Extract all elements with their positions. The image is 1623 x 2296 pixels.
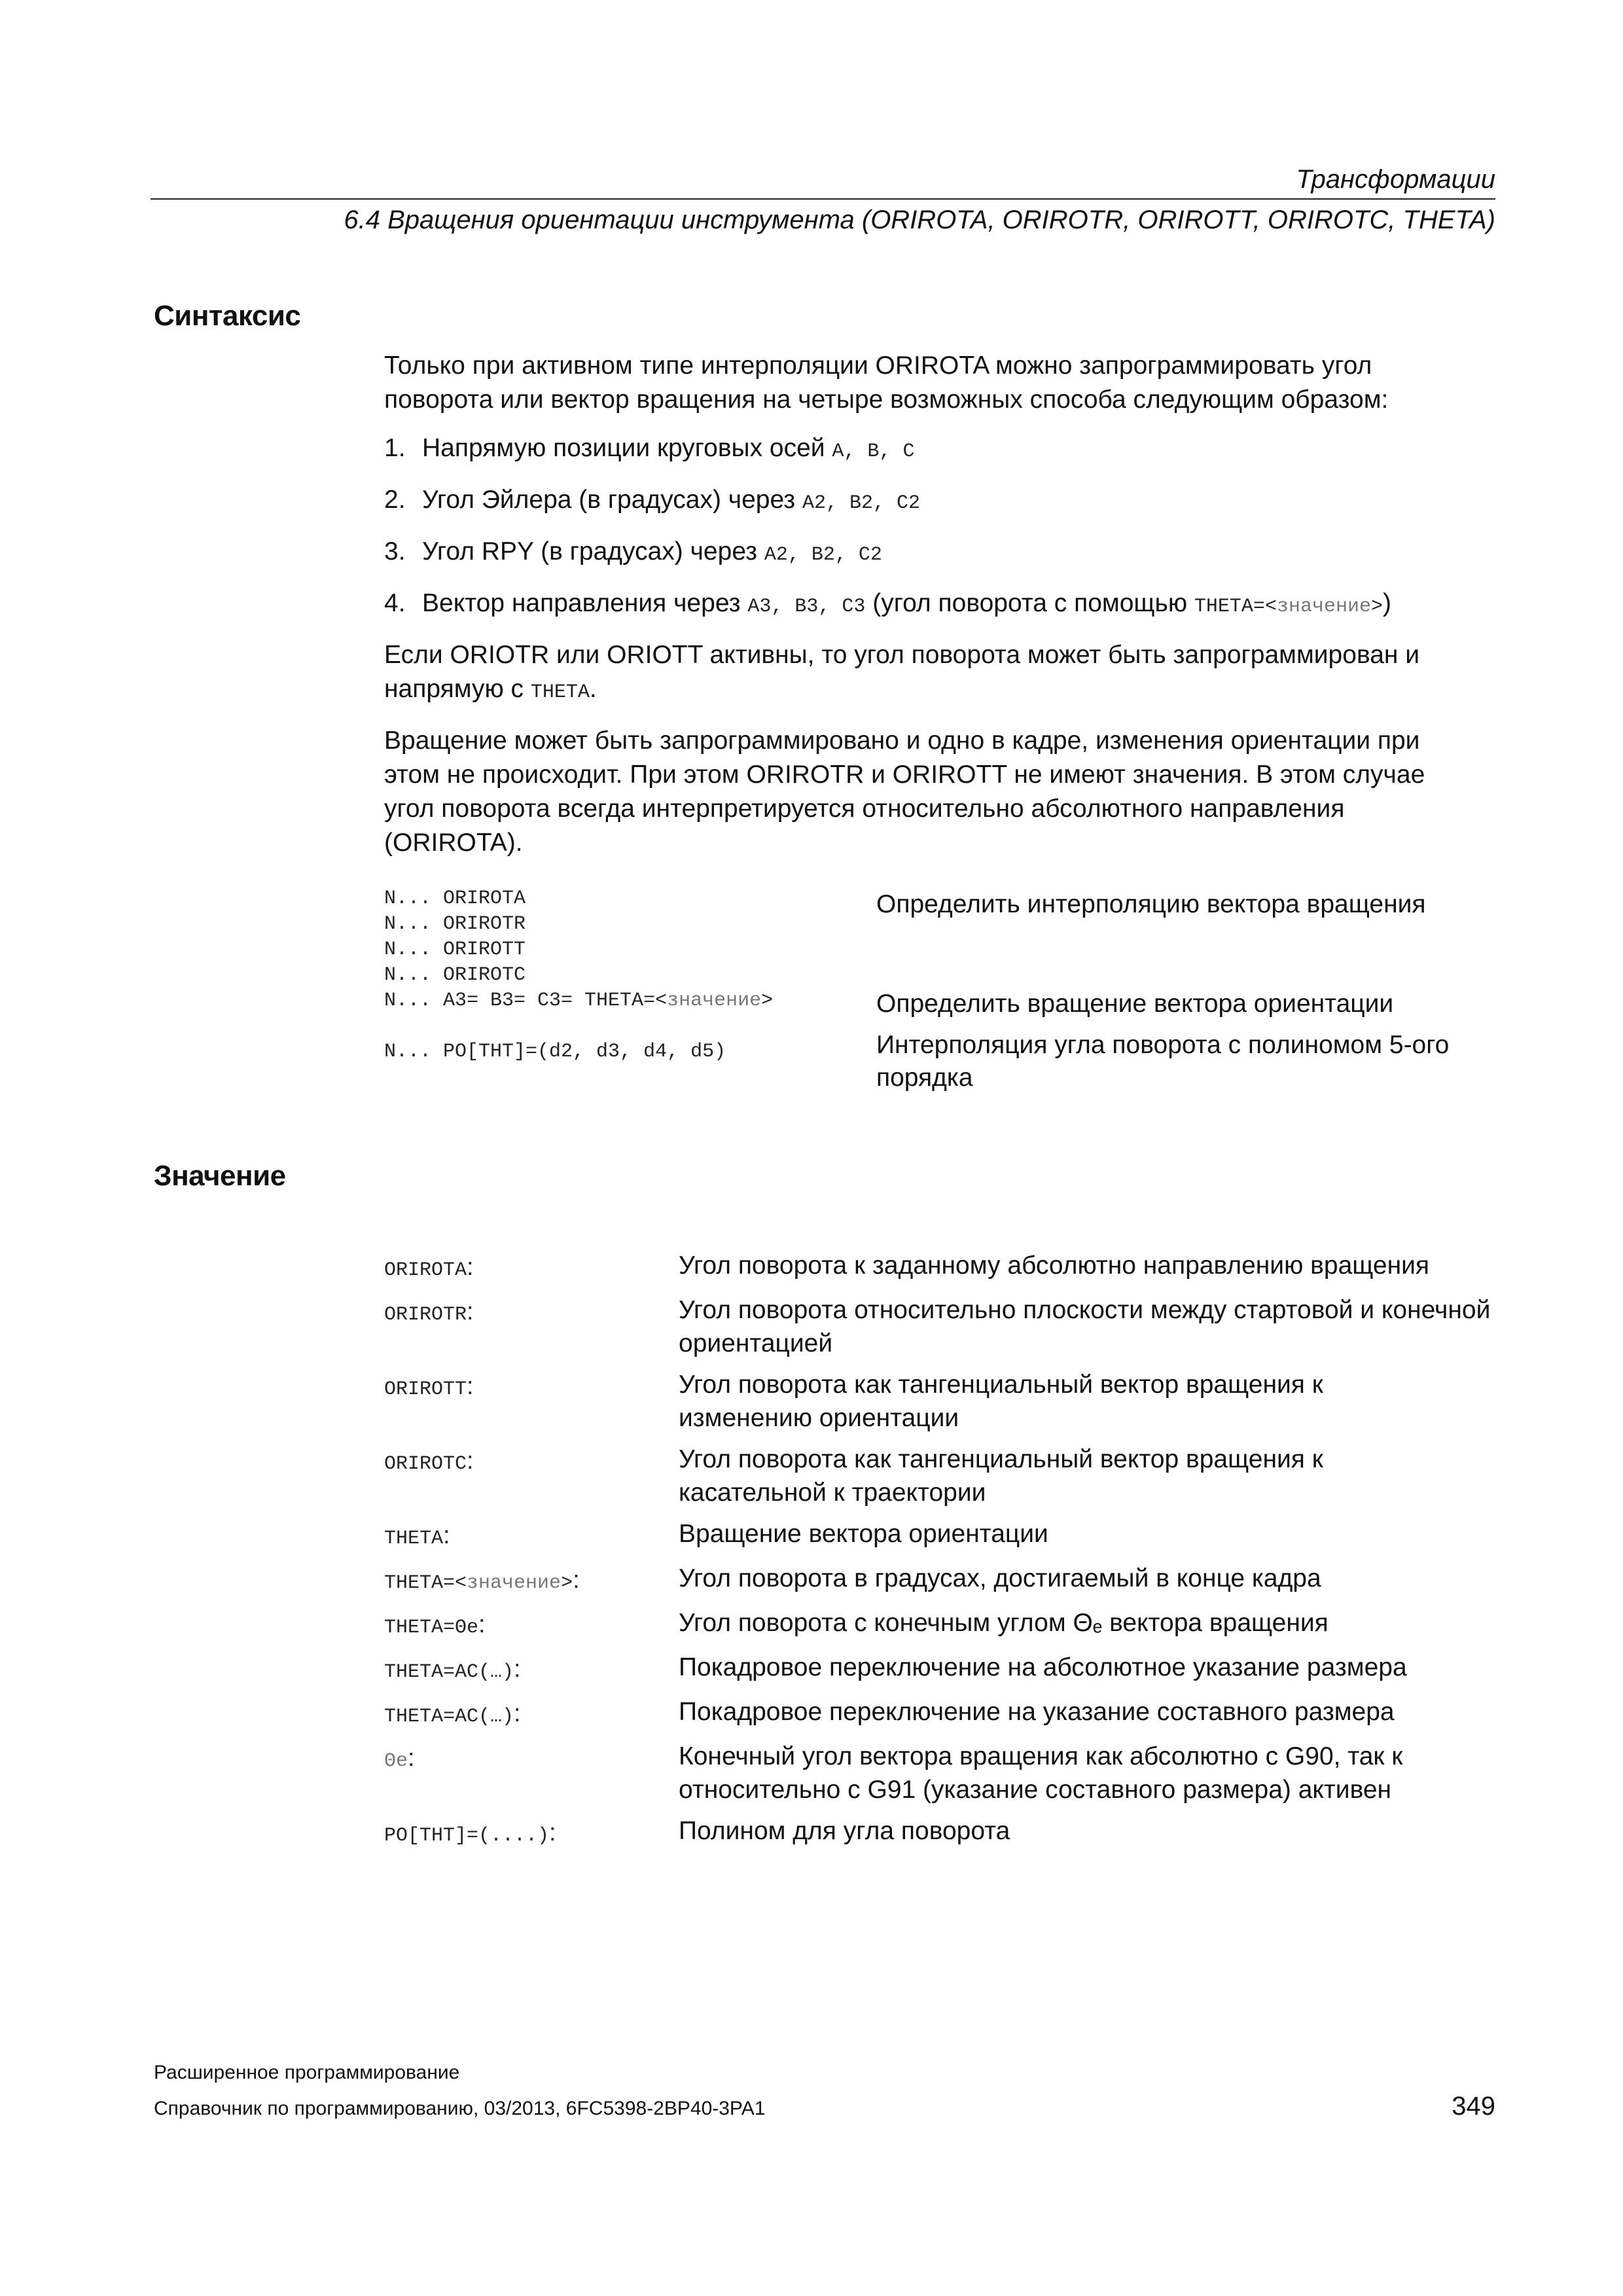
intro-paragraph: Только при активном типе интерполяции ORIROTA можно запрограммировать угол поворота или вектор вращения на четыре возможных способа следующим образом: [384,351,1389,414]
header-rule [151,198,1495,200]
table-row: THETA=AC(…): Покадровое переключение на указание составного размера [384,1698,1395,1728]
desc-polynomial: Интерполяция угла поворота с полиномом 5-ого порядка [876,1031,1450,1092]
table-row: THETA=<значение>: Угол поворота в градусах, достигаемый в конце кадра [384,1564,1321,1594]
code-line-po: N... PO[THT]=(d2, d3, d4, d5) [384,1041,726,1063]
list-item: 3. Угол RPY (в градусах) через A2, B2, C2 [384,537,882,566]
meaning-heading: Значение [154,1160,286,1192]
list-item: 1. Напрямую позиции круговых осей A, B, C [384,434,915,463]
code-lines [384,886,868,1014]
table-row: ORIROTA: Угол поворота к заданному абсолютно направлению вращения [384,1251,1430,1282]
table-row: THETA=AC(…): Покадровое переключение на абсолютное указание размера [384,1653,1407,1683]
table-row: ORIROTC: Угол поворота как тангенциальный вектор вращения к касательной к траектории [384,1445,1323,1507]
footer-book-title: Расширенное программирование [154,2062,460,2083]
code-line: N... A3= B3= C3= THETA=<значение> [384,990,774,1012]
method-list [384,431,1510,624]
table-row: ORIROTR: Угол поворота относительно плоскости между стартовой и конечной ориентацией [384,1296,1491,1357]
code-line: N... ORIROTC [384,964,526,986]
running-header-chapter: Трансформации [1296,165,1495,194]
table-row: PO[THT]=(....): Полином для угла поворота [384,1817,1010,1847]
theta-paragraph: Если ORIOTR или ORIOTT активны, то угол поворота может быть запрограммирован и напрямую с THETA. [384,641,1420,704]
table-row: ORIROTT: Угол поворота как тангенциальный вектор вращения к изменению ориентации [384,1371,1323,1432]
code-line: N... ORIROTR [384,913,526,935]
desc-rotation: Определить вращение вектора ориентации [876,990,1394,1018]
list-item: 2. Угол Эйлера (в градусах) через A2, B2, C2 [384,486,921,514]
page-number: 349 [1452,2092,1495,2121]
list-item: 4. Вектор направления через A3, B3, C3 (угол поворота с помощью THETA=<значение>) [384,589,1391,618]
table-row: THETA: Вращение вектора ориентации [384,1520,1048,1550]
rotation-paragraph: Вращение может быть запрограммировано и одно в кадре, изменения ориентации при этом не происходит. При этом ORIROTR и ORIROTT не имеют значения. В этом случае угол поворота всегда интерпретируется относительно абсолютного направления (ORIROTA). [384,726,1425,857]
desc-interpolation: Определить интерполяцию вектора вращения [876,890,1426,918]
table-row: THETA=Θe: Угол поворота с конечным углом Θₑ вектора вращения [384,1609,1329,1639]
code-line: N... ORIROTT [384,939,526,961]
footer-edition: Справочник по программированию, 03/2013, 6FC5398-2BP40-3PA1 [154,2098,766,2119]
table-row: Θe: Конечный угол вектора вращения как абсолютно с G90, так к относительно с G91 (указание составного размера) активен [384,1742,1403,1804]
syntax-body [384,349,1510,874]
running-header-section: 6.4 Вращения ориентации инструмента (ORIROTA, ORIROTR, ORIROTT, ORIROTC, THETA) [344,206,1495,234]
meaning-table [384,1249,1510,1859]
syntax-heading: Синтаксис [154,300,301,332]
code-line: N... ORIROTA [384,888,526,910]
